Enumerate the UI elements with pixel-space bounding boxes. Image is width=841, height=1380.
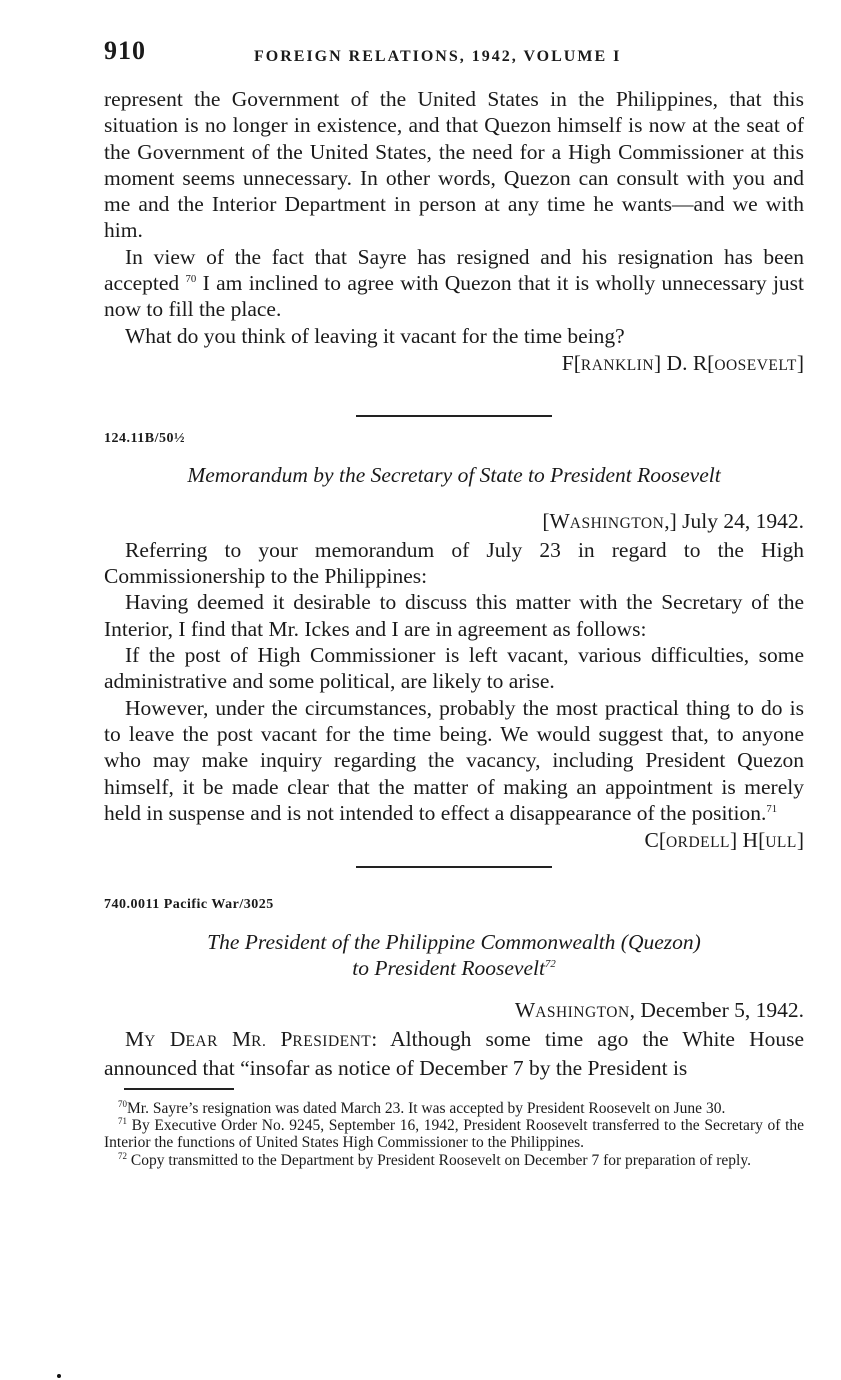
footnote-ref: 70	[185, 272, 197, 285]
letter-paragraph	[104, 1026, 804, 1082]
signature-part: C[	[644, 828, 666, 853]
title-line: The President of the Philippine Commonwealth (Quezon)	[207, 929, 701, 954]
paragraph-text: Although some time ago the White House announced that “insofar as notice of December 7 by the President is	[104, 1027, 805, 1081]
salutation-part: M	[232, 1027, 252, 1052]
file-number: 740.0011 Pacific War/3025	[104, 897, 274, 913]
salutation-part: RESIDENT	[292, 1033, 372, 1051]
page-mark	[57, 1374, 61, 1378]
salutation-part: R.	[251, 1033, 267, 1051]
signature-part: OOSEVELT	[714, 356, 797, 374]
salutation-part: M	[125, 1027, 145, 1052]
place-date-part: ASHINGTON	[535, 1003, 630, 1021]
salutation-part: Y	[144, 1033, 156, 1051]
place-date-part: W	[514, 997, 536, 1022]
signature-part: RANKLIN	[580, 356, 655, 374]
salutation-part: P	[280, 1027, 293, 1052]
signature-part: F[	[561, 350, 581, 375]
footnote-text: By Executive Order No. 9245, September 16, 1942, President Roosevelt transferred to the Secretary of the Interior the functions of United States High Commissioner to the Philippines.	[104, 1117, 805, 1152]
signature-part: ORDELL	[666, 834, 731, 852]
footnote	[104, 1100, 804, 1117]
signature-part: ] D. R[	[654, 350, 715, 375]
title-line: to President Roosevelt	[352, 955, 545, 980]
continuation-paragraph: What do you think of leaving it vacant for the time being?	[125, 323, 625, 348]
footnote-divider	[124, 1088, 234, 1090]
salutation-part: D	[169, 1027, 186, 1052]
document-title: Memorandum by the Secretary of State to President Roosevelt	[187, 462, 721, 487]
salutation-part: EAR	[185, 1033, 218, 1051]
salutation-part: :	[371, 1027, 378, 1052]
place-date-part: , December 5, 1942.	[629, 997, 804, 1022]
document-title	[104, 929, 804, 981]
page-header	[104, 36, 804, 70]
page-body	[104, 86, 804, 1169]
footnotes	[104, 1100, 804, 1170]
paragraph-text: However, under the circumstances, probably the most practical thing to do is to leave the post vacant for the time being. We would suggest that, to anyone who may make inquiry regarding the vacancy, including President Quezon himself, it be made clear that the matter of making an appointment is merely held in suspense and is not intended to effect a disappearance of the position.	[104, 695, 804, 825]
memo-paragraph: Having deemed it desirable to discuss this matter with the Secretary of the Interior, I find that Mr. Ickes and I are in agreement as follows:	[104, 590, 804, 641]
footnote-ref: 71	[766, 802, 778, 815]
memo-paragraph: If the post of High Commissioner is left vacant, various difficulties, some administrative and some political, are likely to arise.	[104, 643, 804, 694]
memo-paragraph	[104, 695, 804, 826]
footnote-ref: 72	[544, 957, 556, 970]
footnote-number: 71	[118, 1115, 127, 1126]
place-date	[104, 508, 804, 537]
signature-part: ] H[	[730, 828, 766, 853]
signature-roosevelt	[104, 350, 804, 379]
footnote	[104, 1117, 804, 1152]
page-number: 910	[104, 36, 146, 65]
footnote	[104, 1152, 804, 1169]
footnote-number: 72	[118, 1150, 127, 1161]
signature-part: ULL	[765, 834, 797, 852]
footnote-number: 70	[118, 1098, 127, 1109]
signature-part: ]	[796, 828, 804, 853]
signature-hull	[104, 827, 804, 856]
memo-paragraph: Referring to your memorandum of July 23 in regard to the High Commissionership to the Philippines:	[104, 537, 804, 589]
paragraph-text: In view of the fact that Sayre has resigned and his resignation has been accepted	[104, 244, 804, 296]
place-date-part: ASHINGTON	[569, 514, 665, 532]
signature-part: ]	[796, 350, 804, 375]
file-number: 124.11B/50½	[104, 431, 185, 447]
running-head: FOREIGN RELATIONS, 1942, VOLUME I	[254, 48, 622, 65]
place-date	[104, 997, 804, 1026]
continuation-paragraph: represent the Government of the United States in the Philippines, that this situation is no longer in existence, and that Quezon himself is now at the seat of the Government of the United States, the need for a High Commissioner at this moment seems unnecessary. In other words, Quezon can consult with you and me and the Interior Department in person at any time he wants—and we with him.	[104, 87, 804, 243]
paragraph-text: I am inclined to agree with Quezon that it is wholly unnecessary just now to fill the place.	[104, 271, 805, 322]
footnote-text: Mr. Sayre’s resignation was dated March 23. It was accepted by President Roosevelt on June 30.	[126, 1099, 726, 1117]
continuation-paragraph	[104, 244, 804, 323]
place-date-part: ,] July 24, 1942.	[664, 508, 804, 533]
place-date-part: [W	[542, 508, 570, 533]
footnote-text: Copy transmitted to the Department by President Roosevelt on December 7 for preparation of reply.	[130, 1151, 751, 1169]
